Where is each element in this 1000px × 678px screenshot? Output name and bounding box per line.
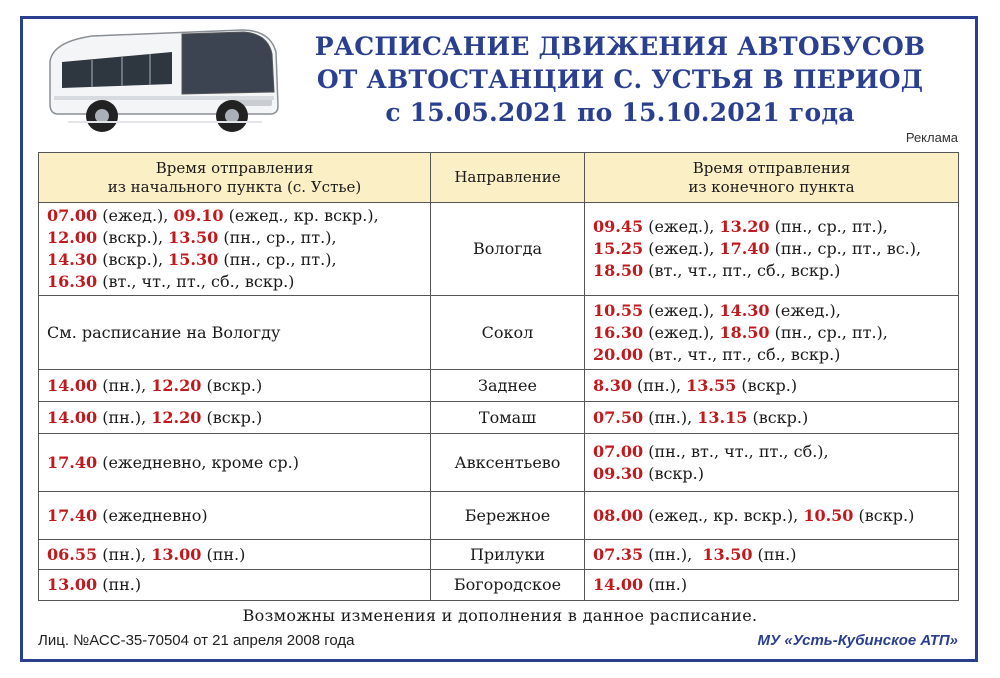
days-note: (пн.), [97,375,152,395]
origin-departures-cell [39,402,431,434]
departure-time: 17.40 [47,505,98,525]
license-text: Лиц. №АСС-35-70504 от 21 апреля 2008 года [38,632,355,649]
days-note: (ежед.), [769,300,841,320]
header-left-line-1: Время отправления [155,158,314,177]
origin-departures-cell [39,492,431,540]
direction-cell: Богородское [431,570,585,601]
departure-time: 15.30 [168,250,219,269]
departure-time: 09.45 [593,217,644,236]
days-note: (вскр.) [643,463,704,483]
schedule-line [593,544,950,566]
departure-time: 12.20 [151,407,202,427]
schedule-line [47,375,422,397]
departure-time: 20.00 [593,344,644,364]
schedule-line [47,205,422,227]
departure-time: 18.50 [593,261,644,280]
origin-departures-cell [39,570,431,601]
schedule-line [47,407,422,429]
direction-cell: Сокол [431,296,585,370]
schedule-title [300,30,940,129]
schedule-line [593,322,950,344]
schedule-line [47,505,422,527]
days-note: (пн., ср., пт., вс.), [769,239,922,258]
days-note: См. расписание на Вологду [47,322,281,342]
departure-time: 13.50 [702,544,753,564]
table-row [39,402,959,434]
days-note: (ежед., кр. вскр.), [643,505,804,525]
schedule-line [47,249,422,271]
departure-time: 13.55 [686,375,737,395]
destination-departures-cell [585,492,959,540]
origin-departures-cell [39,370,431,402]
days-note: (вт., чт., пт., сб., вскр.) [97,272,295,291]
days-note: (ежед.), [643,217,720,236]
days-note: (вскр.) [853,505,915,525]
days-note: (пн., ср., пт.), [218,250,337,269]
origin-departures-cell [39,434,431,492]
departure-time: 14.00 [593,575,644,594]
days-note: (пн.) [97,575,142,594]
days-note: (пн., ср., пт.), [769,322,888,342]
days-note: (вскр.) [736,375,798,395]
destination-departures-cell [585,570,959,601]
departure-time: 18.50 [719,322,770,342]
days-note: (пн.) [201,544,246,564]
departure-time: 14.00 [47,375,98,395]
direction-cell: Вологда [431,203,585,296]
departure-time: 8.30 [593,375,632,395]
title-line-1: РАСПИСАНИЕ ДВИЖЕНИЯ АВТОБУСОВ [314,32,926,61]
days-note: (вскр.), [97,250,169,269]
departure-time: 07.00 [47,206,98,225]
destination-departures-cell [585,402,959,434]
days-note: (вт., чт., пт., сб., вскр.) [643,261,841,280]
destination-departures-cell [585,434,959,492]
days-note: (ежед.), [643,300,720,320]
table-row [39,203,959,296]
header-right-line-2: из конечного пункта [688,177,855,196]
schedule-line [593,463,950,485]
departure-time: 14.30 [47,250,98,269]
schedule-line [593,260,950,282]
departure-time: 14.30 [719,300,770,320]
header-departure-destination [585,153,959,203]
departure-time: 08.00 [593,505,644,525]
days-note: (пн.), [631,375,687,395]
header-right-line-1: Время отправления [692,158,851,177]
days-note: (пн.), [643,407,698,427]
direction-cell: Заднее [431,370,585,402]
days-note: (ежед., кр. вскр.), [223,206,379,225]
days-note: (вскр.), [97,228,169,247]
departure-time: 16.30 [47,272,98,291]
schedule-line [593,505,950,527]
days-note: (вскр.) [201,407,263,427]
departure-time: 15.25 [593,239,644,258]
schedule-line [593,375,950,397]
schedule-line [593,344,950,366]
ad-label: Реклама [905,130,958,145]
days-note: (ежедневно, кроме ср.) [97,452,299,472]
departure-time: 09.10 [173,206,224,225]
departure-time: 06.55 [47,544,98,564]
days-note: (вскр.) [747,407,809,427]
days-note: (ежед.), [643,239,720,258]
departure-time: 13.50 [168,228,219,247]
table-row [39,434,959,492]
departure-time: 13.00 [151,544,202,564]
departure-time: 17.40 [719,239,770,258]
departure-time: 17.40 [47,452,98,472]
destination-departures-cell [585,370,959,402]
schedule-line [47,227,422,249]
days-note: (пн.) [752,544,797,564]
footnote: Возможны изменения и дополнения в данное расписание. [242,606,758,625]
departure-time: 16.30 [593,322,644,342]
bus-illustration [32,22,282,140]
days-note: (вскр.) [201,375,263,395]
days-note: (пн.), [643,544,703,564]
days-note: (пн.), [97,407,152,427]
schedule-line [593,441,950,463]
schedule-line [593,238,950,260]
departure-time: 13.20 [719,217,770,236]
schedule-line [593,407,950,429]
departure-time: 07.35 [593,544,644,564]
direction-cell: Прилуки [431,540,585,570]
title-line-3: с 15.05.2021 по 15.10.2021 года [385,98,855,127]
destination-departures-cell [585,296,959,370]
days-note: (пн., ср., пт.), [769,217,888,236]
destination-departures-cell [585,540,959,570]
days-note: (ежед.), [643,322,720,342]
table-row [39,296,959,370]
schedule-line [593,216,950,238]
schedule-table [38,152,959,601]
departure-time: 12.00 [47,228,98,247]
table-row [39,492,959,540]
schedule-line [47,574,422,596]
departure-time: 13.15 [697,407,748,427]
days-note: (вт., чт., пт., сб., вскр.) [643,344,841,364]
departure-time: 10.55 [593,300,644,320]
header-departure-origin [39,153,431,203]
departure-time: 07.50 [593,407,644,427]
origin-departures-cell [39,296,431,370]
organization-name: МУ «Усть-Кубинское АТП» [757,632,958,649]
header-left-line-2: из начального пункта (с. Устье) [107,177,362,196]
table-row [39,570,959,601]
schedule-line [47,271,422,293]
schedule-line [593,574,950,596]
departure-time: 10.50 [803,505,854,525]
schedule-body [39,203,959,601]
schedule-line [47,322,422,344]
departure-time: 12.20 [151,375,202,395]
direction-cell: Бережное [431,492,585,540]
origin-departures-cell [39,540,431,570]
direction-cell: Томаш [431,402,585,434]
direction-cell: Авксентьево [431,434,585,492]
table-row [39,540,959,570]
origin-departures-cell [39,203,431,296]
schedule-line [47,544,422,566]
table-row [39,370,959,402]
table-header-row [39,153,959,203]
schedule-line [593,300,950,322]
title-line-2: ОТ АВТОСТАНЦИИ С. УСТЬЯ В ПЕРИОД [316,65,924,94]
days-note: (пн., вт., чт., пт., сб.), [643,441,829,461]
days-note: (ежед.), [97,206,174,225]
days-note: (пн.), [97,544,152,564]
schedule-line [47,452,422,474]
departure-time: 13.00 [47,575,98,594]
departure-time: 07.00 [593,441,644,461]
departure-time: 09.30 [593,463,644,483]
days-note: (ежедневно) [97,505,208,525]
days-note: (пн.) [643,575,688,594]
days-note: (пн., ср., пт.), [218,228,337,247]
header-direction: Направление [431,153,585,203]
departure-time: 14.00 [47,407,98,427]
destination-departures-cell [585,203,959,296]
